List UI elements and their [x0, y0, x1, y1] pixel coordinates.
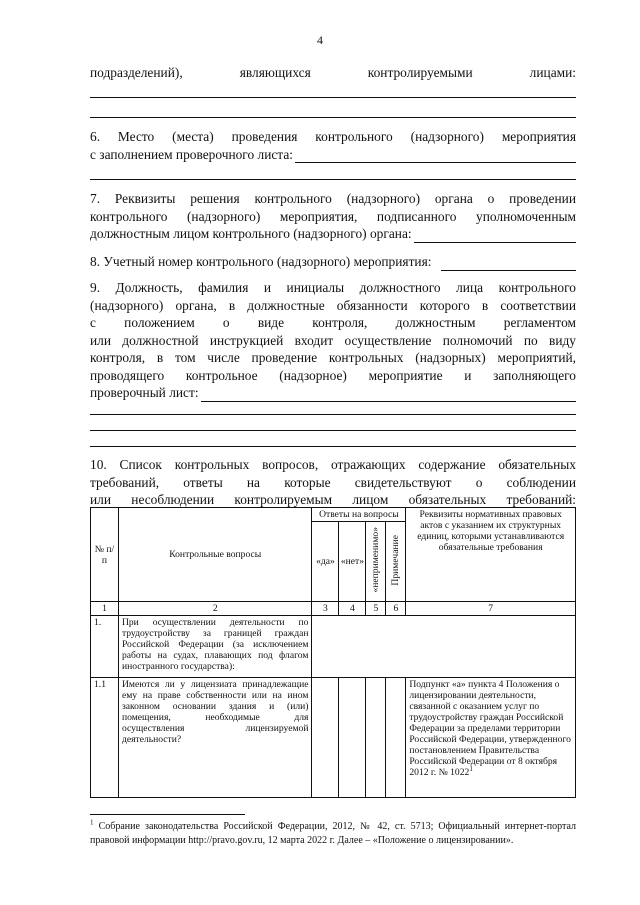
answer-yes-cell — [312, 678, 339, 798]
item-8 — [90, 253, 576, 271]
fill-line — [90, 117, 576, 118]
row-question: Имеются ли у лицензиата принадлежащие ему на праве собственности или на ином законном основании здания и (или) помещения, необходимые для осуществления лицензируемой деятельности? — [118, 678, 312, 798]
table-row — [91, 678, 576, 798]
item-10-line-1: 10. Список контрольных вопросов, отражающих содержание обязательных — [90, 457, 576, 472]
column-number: 1 — [91, 602, 119, 616]
item-9-line-6: проводящего контрольное (надзорное) мероприятие и заполняющего — [90, 367, 576, 383]
item-6 — [90, 128, 576, 163]
item-9-line-2: (надзорного) органа, в должностные обязанности которого в соответствии — [90, 297, 576, 313]
header-no: «нет» — [339, 522, 366, 602]
item-9 — [90, 279, 576, 402]
row-number: 1. — [91, 616, 119, 678]
item-10-line-2: требований, ответы на которые свидетельствуют о соблюдении — [90, 474, 576, 490]
item-7-label: должностным лицом контрольного (надзорного) органа: — [90, 226, 412, 241]
item-8-label: 8. Учетный номер контрольного (надзорного) мероприятия: — [90, 254, 432, 269]
item-7 — [90, 190, 576, 243]
item-7-line-1: 7. Реквизиты решения контрольного (надзорного) органа о проведении — [90, 191, 576, 206]
header-questions: Контрольные вопросы — [118, 508, 312, 602]
item-10-line-3: или несоблюдении контролируемым лицом обязательных требований: — [90, 492, 576, 507]
column-number: 3 — [312, 602, 339, 616]
note-cell — [386, 678, 406, 798]
header-answers: Ответы на вопросы — [312, 508, 406, 522]
footnote-mark: 1 — [90, 818, 94, 827]
item-9-line-1: 9. Должность, фамилия и инициалы должностного лица контрольного — [90, 280, 576, 295]
header-yes: «да» — [312, 522, 339, 602]
footnote — [90, 820, 576, 848]
item-6-line-2 — [90, 146, 576, 164]
item-8-line-1 — [90, 253, 576, 271]
item-9-fill — [201, 388, 576, 402]
header-requirements: Реквизиты нормативных правовых актов с указанием их структурных единиц, которыми устанавливаются обязательные требования — [406, 508, 576, 602]
table-row — [91, 616, 576, 678]
column-number: 6 — [386, 602, 406, 616]
item-10 — [90, 456, 576, 509]
item-9-line-5: контроля, в том числе проведение контрольных (надзорных) мероприятий, — [90, 350, 576, 365]
checklist-table — [90, 507, 576, 798]
item-9-line-7 — [90, 384, 576, 402]
fill-line — [90, 446, 576, 447]
item-6-line-1: 6. Место (места) проведения контрольного (надзорного) мероприятия — [90, 129, 576, 144]
row-question: При осуществлении деятельности по трудоустройству за границей граждан Российской Федерации (за исключением работы на судах, плавающих под флагом иностранного государства): — [118, 616, 312, 678]
row-merged-cell — [312, 616, 576, 678]
header-note-cell — [386, 522, 406, 602]
row-requirements — [406, 678, 576, 798]
item-8-fill — [441, 257, 576, 271]
requirements-text: Подпункт «а» пункта 4 Положения о лицензировании деятельности, связанной с оказанием услуг по трудоустройству граждан Российской Федерации за пределами территории Российской Федерации, утвержденного постановлением Правительства Российской Федерации от 8 октября 2012 г. № 1022 — [409, 679, 571, 778]
item-7-fill — [414, 229, 576, 243]
item-6-fill — [295, 149, 576, 163]
fill-line — [90, 414, 576, 415]
column-numbers-row — [91, 602, 576, 616]
column-number: 2 — [118, 602, 312, 616]
page-number: 4 — [317, 33, 323, 47]
header-number: № п/п — [91, 508, 119, 602]
fill-line — [90, 97, 576, 98]
answer-no-cell — [339, 678, 366, 798]
footnote-separator — [90, 814, 245, 815]
fill-line — [90, 179, 576, 180]
fill-line — [90, 430, 576, 431]
answer-not-applicable-cell — [366, 678, 386, 798]
continuation-text: подразделений), являющихся контролируемыми лицами: — [90, 65, 576, 80]
item-9-label: проверочный лист: — [90, 385, 199, 400]
item-7-line-2: контрольного (надзорного) мероприятия, подписанного уполномоченным — [90, 208, 576, 224]
column-number: 7 — [406, 602, 576, 616]
column-number: 5 — [366, 602, 386, 616]
header-not-applicable-cell — [366, 522, 386, 602]
footnote-reference: 1 — [469, 764, 473, 773]
item-9-line-4: или должностной инструкцией входит осуществление полномочий по виду — [90, 332, 576, 348]
header-not-applicable: «неприменимо» — [370, 527, 382, 593]
header-note: Примечание — [390, 534, 402, 586]
footnote-text: Собрание законодательства Российской Федерации, 2012, № 42, ст. 5713; Официальный интернет-портал правовой информации http://pravo.gov.ru, 12 марта 2022 г. Далее – «Положение о лицензировании». — [90, 821, 576, 846]
column-number: 4 — [339, 602, 366, 616]
item-6-label: с заполнением проверочного листа: — [90, 146, 293, 162]
item-7-line-3 — [90, 225, 576, 243]
item-9-line-3: с положением о виде контроля, должностным регламентом — [90, 315, 576, 330]
row-number: 1.1 — [91, 678, 119, 798]
